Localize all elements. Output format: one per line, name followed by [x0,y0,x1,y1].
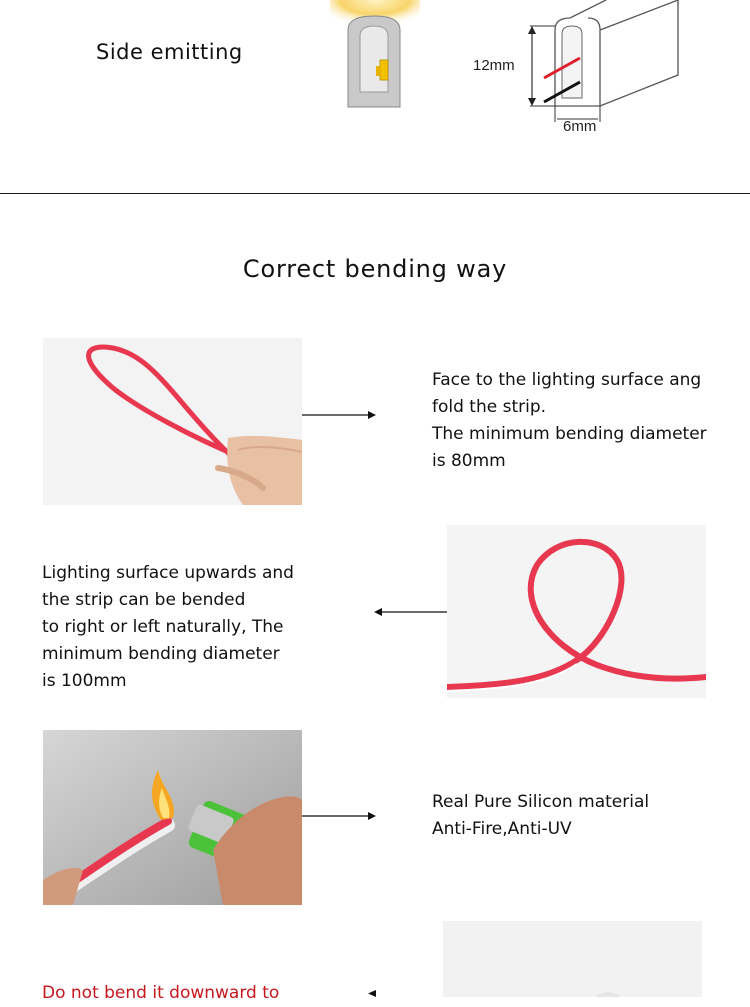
item-1-text: Face to the lighting surface ang fold the strip. The minimum bending diameter is 80mm [432,370,707,471]
side-emitting-profile-icon [330,0,420,115]
arrow-right-icon [302,409,378,421]
fire-test-photo [43,730,302,905]
arrow-left-icon [366,990,382,997]
dimension-diagram [510,0,700,135]
arrow-left-icon [372,606,448,618]
height-dimension-label: 12mm [473,57,515,74]
side-emitting-label: Side emitting [96,40,243,64]
fold-strip-photo [43,338,302,505]
width-dimension-label: 6mm [563,118,597,135]
arrow-right-icon [302,810,378,822]
wrong-bend-photo [443,921,702,997]
item-3-text: Real Pure Silicon material Anti-Fire,Anti-UV [432,792,650,839]
section-title: Correct bending way [242,255,508,283]
item-4-warning-text: Do not bend it downward to [42,983,280,1003]
item-2-text: Lighting surface upwards and the strip can be bended to right or left naturally, The minimum bending diameter is 100mm [42,563,294,691]
side-bend-photo [447,525,706,698]
section-divider [0,193,750,194]
